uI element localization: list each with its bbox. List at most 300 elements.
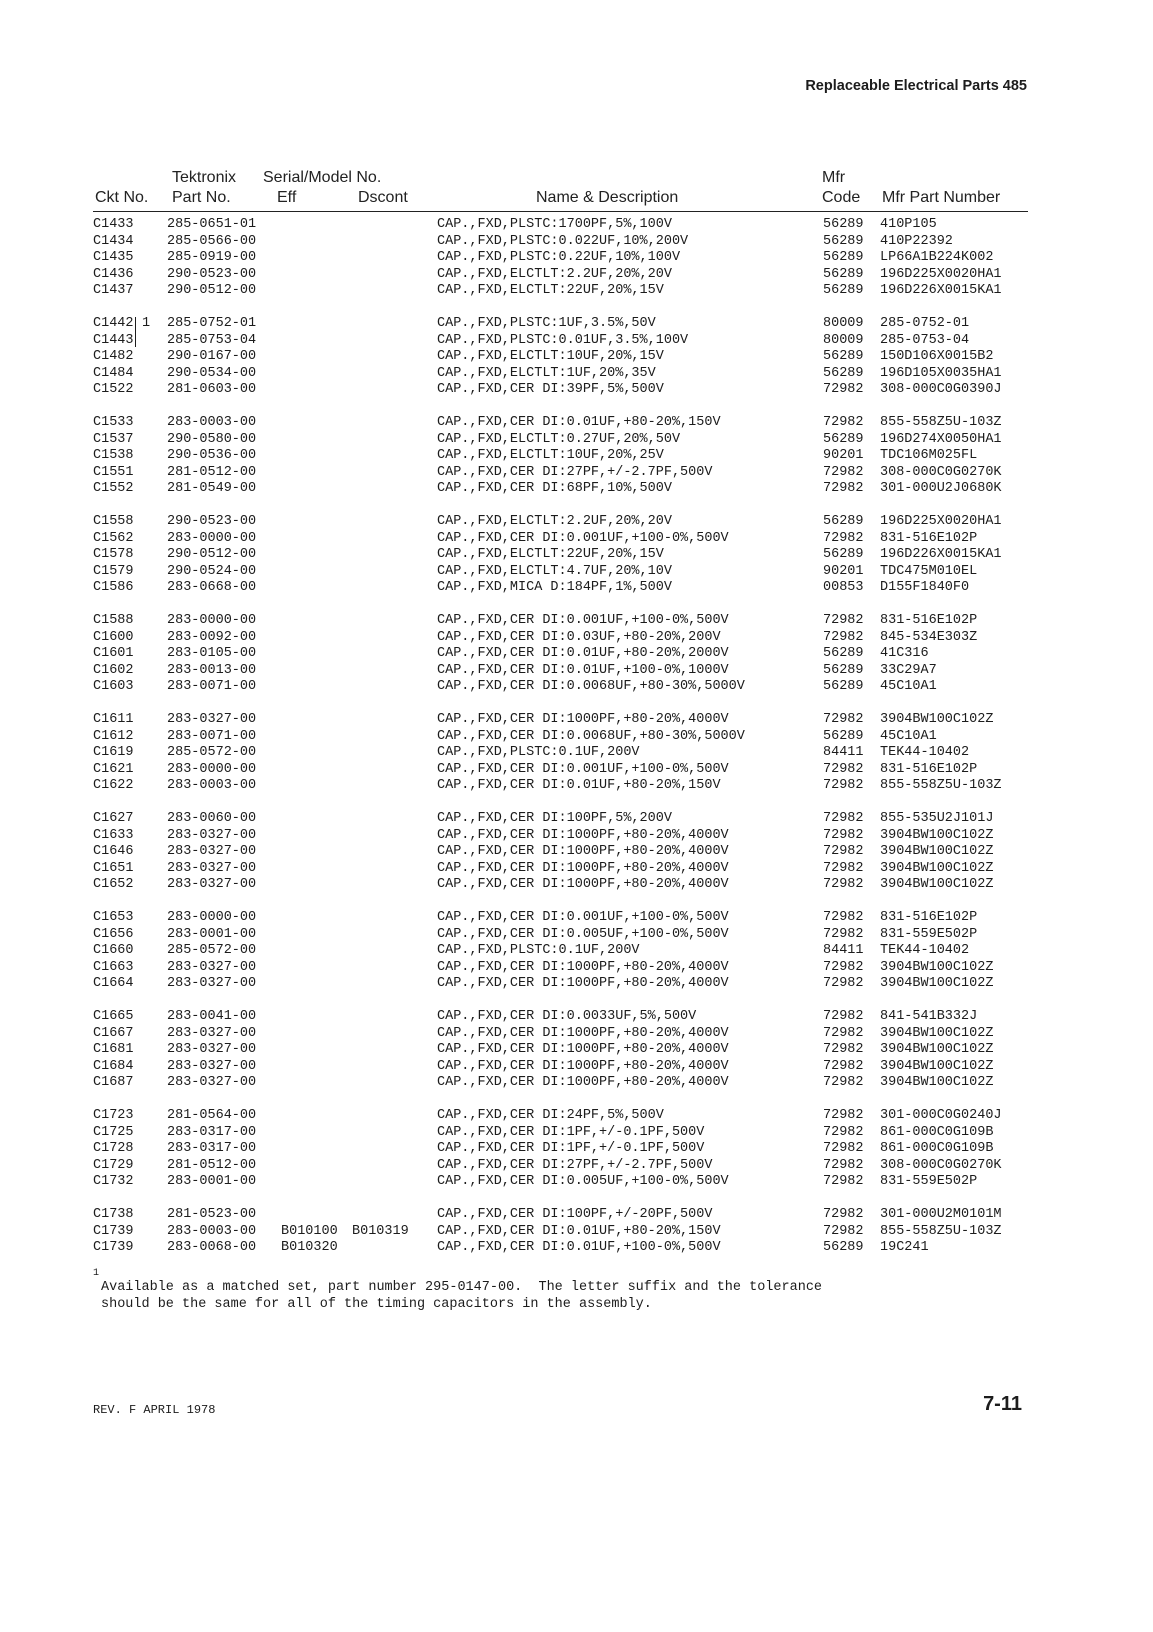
cell-mfr-pn: 150D106X0015B2 [880, 349, 994, 364]
cell-code: 56289 [823, 283, 864, 298]
table-row [0, 960, 1153, 976]
table-row [0, 580, 1153, 596]
cell-mfr-pn: 3904BW100C102Z [880, 1075, 994, 1090]
table-row [0, 465, 1153, 481]
cell-ckt: C1537 [93, 431, 134, 447]
page-header-title: Replaceable Electrical Parts 485 [805, 78, 1027, 94]
cell-part: 285-0566-00 [167, 233, 257, 249]
cell-code: 72982 [823, 1157, 864, 1173]
cell-ckt: C1551 [93, 464, 134, 480]
cell-desc: CAP.,FXD,CER DI:0.01UF,+80-20%,150V [437, 415, 721, 430]
cell-code: 72982 [823, 959, 864, 975]
cell-desc: CAP.,FXD,CER DI:100PF,5%,200V [437, 811, 672, 826]
cell-ckt: C1579 [93, 563, 134, 579]
cell-part: 290-0534-00 [167, 365, 257, 381]
table-row [0, 267, 1153, 283]
cell-part: 285-0753-04 [167, 332, 257, 348]
cell-desc: CAP.,FXD,CER DI:1000PF,+80-20%,4000V [437, 844, 729, 859]
table-row [0, 366, 1153, 382]
cell-part: 283-0327-00 [167, 1025, 257, 1041]
cell-mfr-pn: 196D225X0020HA1 [880, 514, 1002, 529]
cell-ckt: C1434 [93, 233, 134, 249]
cell-part: 283-0003-00 [167, 415, 257, 430]
cell-part: 283-0000-00 [167, 910, 257, 925]
table-row [0, 646, 1153, 662]
cell-code: 56289 [823, 547, 864, 562]
cell-part: 283-0060-00 [167, 811, 257, 826]
cell-desc: CAP.,FXD,CER DI:0.01UF,+80-20%,150V [437, 1223, 721, 1239]
cell-mfr-pn: 196D225X0020HA1 [880, 266, 1002, 282]
cell-ckt: C1586 [93, 580, 134, 595]
cell-mfr-pn: 3904BW100C102Z [880, 827, 994, 843]
cell-dscont: B010319 [352, 1223, 409, 1239]
cell-part: 283-0041-00 [167, 1009, 257, 1024]
cell-code: 90201 [823, 563, 864, 579]
cell-desc: CAP.,FXD,PLSTC:0.22UF,10%,100V [437, 250, 681, 265]
cell-ckt: C1723 [93, 1108, 134, 1123]
cell-mfr-pn: 3904BW100C102Z [880, 976, 994, 991]
col-header-mfr-part-number: Mfr Part Number [882, 189, 1001, 206]
cell-ckt: C1665 [93, 1009, 134, 1024]
cell-ckt: C1663 [93, 959, 134, 975]
table-row [0, 811, 1153, 827]
cell-desc: CAP.,FXD,CER DI:100PF,+/-20PF,500V [437, 1207, 713, 1222]
cell-code: 56289 [823, 662, 864, 678]
col-header-mfr: Mfr [822, 169, 846, 186]
cell-part: 283-0003-00 [167, 1223, 257, 1239]
cell-mfr-pn: 41C316 [880, 646, 929, 661]
cell-part: 283-0000-00 [167, 761, 257, 777]
cell-desc: CAP.,FXD,CER DI:39PF,5%,500V [437, 382, 664, 397]
table-row [0, 712, 1153, 728]
cell-part: 290-0167-00 [167, 349, 257, 364]
cell-mfr-pn: 3904BW100C102Z [880, 712, 994, 727]
cell-part: 283-0668-00 [167, 580, 257, 595]
cell-code: 72982 [823, 481, 864, 496]
cell-code: 56289 [823, 233, 864, 249]
cell-desc: CAP.,FXD,PLSTC:0.022UF,10%,200V [437, 233, 689, 249]
cell-ckt: C1725 [93, 1124, 134, 1140]
cell-ckt: C1482 [93, 349, 134, 364]
cell-code: 72982 [823, 1058, 864, 1074]
cell-desc: CAP.,FXD,CER DI:1000PF,+80-20%,4000V [437, 1042, 729, 1057]
cell-code: 72982 [823, 464, 864, 480]
cell-desc: CAP.,FXD,CER DI:1000PF,+80-20%,4000V [437, 712, 729, 727]
cell-ckt: C1562 [93, 530, 134, 546]
cell-desc: CAP.,FXD,CER DI:0.0068UF,+80-30%,5000V [437, 728, 745, 744]
cell-ckt: C1533 [93, 415, 134, 430]
cell-part: 283-0000-00 [167, 613, 257, 628]
cell-mfr-pn: 45C10A1 [880, 679, 937, 694]
col-header-part-no: Part No. [172, 189, 231, 206]
cell-part: 281-0564-00 [167, 1108, 257, 1123]
cell-part: 283-0092-00 [167, 629, 257, 645]
cell-ckt: C1437 [93, 283, 134, 298]
cell-ckt: C1538 [93, 448, 134, 463]
col-header-serial-model-no: Serial/Model No. [263, 169, 382, 186]
cell-desc: CAP.,FXD,CER DI:0.01UF,+80-20%,2000V [437, 646, 729, 661]
cell-ckt: C1684 [93, 1058, 134, 1074]
cell-mfr-pn: 3904BW100C102Z [880, 1025, 994, 1041]
cell-part: 283-0000-00 [167, 530, 257, 546]
col-header-dscont: Dscont [358, 189, 408, 206]
cell-part: 283-0327-00 [167, 959, 257, 975]
cell-ckt: C1601 [93, 646, 134, 661]
cell-ckt: C1602 [93, 662, 134, 678]
cell-code: 72982 [823, 1042, 864, 1057]
cell-eff: B010320 [281, 1240, 338, 1255]
cell-ckt: C1442 [93, 316, 134, 331]
col-header-code: Code [822, 189, 861, 206]
cell-part: 281-0603-00 [167, 382, 257, 397]
cell-desc: CAP.,FXD,PLSTC:1UF,3.5%,50V [437, 316, 656, 331]
table-row [0, 1108, 1153, 1124]
table-row [0, 1059, 1153, 1075]
cell-desc: CAP.,FXD,ELCTLT:22UF,20%,15V [437, 547, 664, 562]
cell-ckt: C1651 [93, 860, 134, 876]
table-row [0, 613, 1153, 629]
cell-code: 56289 [823, 1240, 864, 1255]
cell-desc: CAP.,FXD,CER DI:68PF,10%,500V [437, 481, 672, 496]
cell-desc: CAP.,FXD,ELCTLT:10UF,20%,25V [437, 448, 664, 463]
cell-ckt: C1436 [93, 266, 134, 282]
cell-code: 72982 [823, 910, 864, 925]
table-row [0, 250, 1153, 266]
table-row [0, 745, 1153, 761]
cell-part: 283-0327-00 [167, 860, 257, 876]
table-row [0, 910, 1153, 926]
cell-mfr-pn: TDC475M010EL [880, 563, 978, 579]
cell-part: 283-0327-00 [167, 1075, 257, 1090]
cell-part: 285-0572-00 [167, 943, 257, 958]
cell-mfr-pn: 308-000C0G0270K [880, 464, 1002, 480]
cell-desc: CAP.,FXD,PLSTC:0.1UF,200V [437, 745, 640, 760]
cell-part: 290-0512-00 [167, 547, 257, 562]
table-row [0, 481, 1153, 497]
cell-part: 281-0512-00 [167, 1157, 257, 1173]
cell-ckt: C1739 [93, 1240, 134, 1255]
cell-code: 72982 [823, 530, 864, 546]
cell-code: 56289 [823, 431, 864, 447]
cell-ckt: C1687 [93, 1075, 134, 1090]
cell-desc: CAP.,FXD,CER DI:1000PF,+80-20%,4000V [437, 976, 729, 991]
cell-code: 56289 [823, 514, 864, 529]
cell-part: 283-0327-00 [167, 1058, 257, 1074]
table-row [0, 1026, 1153, 1042]
cell-mfr-pn: 19C241 [880, 1240, 929, 1255]
cell-desc: CAP.,FXD,CER DI:24PF,5%,500V [437, 1108, 664, 1123]
table-row [0, 283, 1153, 299]
cell-mfr-pn: TEK44-10402 [880, 943, 970, 958]
cell-mfr-pn: 196D226X0015KA1 [880, 283, 1002, 298]
cell-code: 72982 [823, 1174, 864, 1189]
cell-code: 72982 [823, 1207, 864, 1222]
cell-mfr-pn: 831-516E102P [880, 613, 978, 628]
table-row [0, 316, 1153, 332]
cell-desc: CAP.,FXD,CER DI:1000PF,+80-20%,4000V [437, 860, 729, 876]
cell-desc: CAP.,FXD,CER DI:0.0033UF,5%,500V [437, 1009, 697, 1024]
cell-mfr-pn: 831-559E502P [880, 1174, 978, 1189]
cell-code: 72982 [823, 926, 864, 942]
cell-ckt: C1732 [93, 1174, 134, 1189]
cell-mfr-pn: 301-000U2M0101M [880, 1207, 1002, 1222]
cell-mfr-pn: 855-558Z5U-103Z [880, 778, 1002, 793]
cell-mfr-pn: 410P105 [880, 217, 937, 232]
cell-code: 80009 [823, 332, 864, 348]
cell-part: 283-0013-00 [167, 662, 257, 678]
cell-ckt: C1619 [93, 745, 134, 760]
cell-desc: CAP.,FXD,MICA D:184PF,1%,500V [437, 580, 672, 595]
cell-desc: CAP.,FXD,CER DI:0.001UF,+100-0%,500V [437, 761, 729, 777]
footnote-marker: 1 [93, 1268, 100, 1279]
cell-mfr-pn: 196D226X0015KA1 [880, 547, 1002, 562]
cell-desc: CAP.,FXD,CER DI:1000PF,+80-20%,4000V [437, 827, 729, 843]
table-row [0, 382, 1153, 398]
cell-code: 72982 [823, 1223, 864, 1239]
cell-ckt: C1729 [93, 1157, 134, 1173]
cell-ckt: C1652 [93, 877, 134, 892]
cell-ckt: C1621 [93, 761, 134, 777]
cell-desc: CAP.,FXD,CER DI:0.01UF,+80-20%,150V [437, 778, 721, 793]
cell-mfr-pn: 3904BW100C102Z [880, 959, 994, 975]
cell-desc: CAP.,FXD,CER DI:1000PF,+80-20%,4000V [437, 1025, 729, 1041]
cell-code: 72982 [823, 1009, 864, 1024]
cell-desc: CAP.,FXD,ELCTLT:2.2UF,20%,20V [437, 514, 672, 529]
cell-part: 281-0523-00 [167, 1207, 257, 1222]
table-row [0, 1075, 1153, 1091]
cell-mfr-pn: 410P22392 [880, 233, 953, 249]
cell-code: 72982 [823, 712, 864, 727]
table-row [0, 877, 1153, 893]
cell-ckt: C1484 [93, 365, 134, 381]
cell-part: 283-0327-00 [167, 712, 257, 727]
cell-mfr-pn: 45C10A1 [880, 728, 937, 744]
cell-part: 285-0651-01 [167, 217, 257, 232]
cell-ckt: C1653 [93, 910, 134, 925]
cell-ckt: C1603 [93, 679, 134, 694]
cell-part: 290-0512-00 [167, 283, 257, 298]
cell-ckt: C1552 [93, 481, 134, 496]
col-header-ckt-no: Ckt No. [95, 189, 149, 206]
cell-code: 56289 [823, 728, 864, 744]
table-row [0, 828, 1153, 844]
cell-desc: CAP.,FXD,ELCTLT:1UF,20%,35V [437, 365, 656, 381]
cell-desc: CAP.,FXD,CER DI:27PF,+/-2.7PF,500V [437, 1157, 713, 1173]
cell-mfr-pn: 33C29A7 [880, 662, 937, 678]
cell-code: 56289 [823, 217, 864, 232]
cell-code: 72982 [823, 778, 864, 793]
cell-part: 281-0512-00 [167, 464, 257, 480]
cell-mfr-pn: 831-559E502P [880, 926, 978, 942]
cell-part: 283-0001-00 [167, 1174, 257, 1189]
cell-part: 290-0524-00 [167, 563, 257, 579]
cell-code: 72982 [823, 1124, 864, 1140]
cell-code: 72982 [823, 613, 864, 628]
cell-desc: CAP.,FXD,CER DI:1PF,+/-0.1PF,500V [437, 1124, 705, 1140]
cell-code: 56289 [823, 250, 864, 265]
cell-ckt: C1522 [93, 382, 134, 397]
cell-ckt: C1433 [93, 217, 134, 232]
cell-desc: CAP.,FXD,ELCTLT:2.2UF,20%,20V [437, 266, 672, 282]
cell-part: 290-0523-00 [167, 514, 257, 529]
cell-desc: CAP.,FXD,CER DI:0.005UF,+100-0%,500V [437, 926, 729, 942]
cell-mfr-pn: 841-541B332J [880, 1009, 978, 1024]
cell-mfr-pn: LP66A1B224K002 [880, 250, 994, 265]
cell-mfr-pn: 301-000C0G0240J [880, 1108, 1002, 1123]
cell-mfr-pn: 196D105X0035HA1 [880, 365, 1002, 381]
table-row [0, 1009, 1153, 1025]
cell-ckt: C1435 [93, 250, 134, 265]
cell-mfr-pn: D155F1840F0 [880, 580, 970, 595]
cell-part: 283-0327-00 [167, 1042, 257, 1057]
table-row [0, 1042, 1153, 1058]
cell-ckt: C1664 [93, 976, 134, 991]
cell-part: 285-0919-00 [167, 250, 257, 265]
cell-mfr-pn: 308-000C0G0390J [880, 382, 1002, 397]
table-row [0, 531, 1153, 547]
cell-mfr-pn: 845-534E303Z [880, 629, 978, 645]
cell-code: 90201 [823, 448, 864, 463]
cell-mfr-pn: 3904BW100C102Z [880, 844, 994, 859]
table-row [0, 333, 1153, 349]
cell-mfr-pn: 855-535U2J101J [880, 811, 994, 826]
cell-mfr-pn: 3904BW100C102Z [880, 1058, 994, 1074]
table-row [0, 861, 1153, 877]
cell-code: 56289 [823, 365, 864, 381]
cell-ckt: C1646 [93, 844, 134, 859]
cell-part: 283-0327-00 [167, 844, 257, 859]
table-row [0, 234, 1153, 250]
cell-code: 72982 [823, 629, 864, 645]
cell-code: 72982 [823, 382, 864, 397]
footnote-line: should be the same for all of the timing capacitors in the assembly. [101, 1297, 652, 1312]
cell-ckt: C1738 [93, 1207, 134, 1222]
cell-ckt: C1739 [93, 1223, 134, 1239]
cell-mfr-pn: 831-516E102P [880, 910, 978, 925]
cell-desc: CAP.,FXD,CER DI:1000PF,+80-20%,4000V [437, 877, 729, 892]
table-row [0, 630, 1153, 646]
cell-part: 290-0580-00 [167, 431, 257, 447]
table-row [0, 778, 1153, 794]
cell-desc: CAP.,FXD,CER DI:0.03UF,+80-20%,200V [437, 629, 721, 645]
cell-ckt: C1622 [93, 778, 134, 793]
cell-code: 72982 [823, 844, 864, 859]
cell-ckt: C1667 [93, 1025, 134, 1041]
cell-mfr-pn: 3904BW100C102Z [880, 877, 994, 892]
cell-eff: B010100 [281, 1223, 338, 1239]
table-row [0, 943, 1153, 959]
cell-part: 290-0523-00 [167, 266, 257, 282]
cell-desc: CAP.,FXD,CER DI:1000PF,+80-20%,4000V [437, 959, 729, 975]
col-header-tektronix: Tektronix [172, 169, 237, 186]
cell-desc: CAP.,FXD,CER DI:0.001UF,+100-0%,500V [437, 530, 729, 546]
cell-part: 283-0317-00 [167, 1124, 257, 1140]
cell-mfr-pn: 308-000C0G0270K [880, 1157, 1002, 1173]
cell-desc: CAP.,FXD,PLSTC:1700PF,5%,100V [437, 217, 672, 232]
cell-ckt: C1681 [93, 1042, 134, 1057]
table-row [0, 976, 1153, 992]
cell-mfr-pn: 285-0753-04 [880, 332, 970, 348]
cell-mfr-pn: 196D274X0050HA1 [880, 431, 1002, 447]
cell-ckt: C1612 [93, 728, 134, 744]
cell-mfr-pn: 861-000C0G109B [880, 1141, 994, 1156]
cell-mfr-pn: TDC106M025FL [880, 448, 978, 463]
table-row [0, 1174, 1153, 1190]
cell-part: 283-0003-00 [167, 778, 257, 793]
cell-mfr-pn: 301-000U2J0680K [880, 481, 1002, 496]
table-row [0, 679, 1153, 695]
cell-ckt: C1611 [93, 712, 134, 727]
cell-part: 290-0536-00 [167, 448, 257, 463]
cell-desc: CAP.,FXD,CER DI:1000PF,+80-20%,4000V [437, 1075, 729, 1090]
cell-code: 72982 [823, 1075, 864, 1090]
cell-ckt: C1660 [93, 943, 134, 958]
cell-part: 283-0327-00 [167, 976, 257, 991]
cell-desc: CAP.,FXD,CER DI:0.001UF,+100-0%,500V [437, 910, 729, 925]
cell-desc: CAP.,FXD,ELCTLT:22UF,20%,15V [437, 283, 664, 298]
footnote-line: Available as a matched set, part number 295-0147-00. The letter suffix and the tolerance [101, 1280, 823, 1295]
col-header-eff: Eff [277, 189, 297, 206]
cell-code: 72982 [823, 761, 864, 777]
revision-label: REV. F APRIL 1978 [93, 1403, 216, 1417]
table-row [0, 1158, 1153, 1174]
cell-code: 72982 [823, 877, 864, 892]
table-row [0, 729, 1153, 745]
table-row [0, 1240, 1153, 1256]
cell-ckt: C1443 [93, 332, 134, 348]
cell-desc: CAP.,FXD,CER DI:0.01UF,+100-0%,500V [437, 1240, 721, 1255]
cell-desc: CAP.,FXD,PLSTC:0.01UF,3.5%,100V [437, 332, 689, 348]
cell-mfr-pn: 855-558Z5U-103Z [880, 1223, 1002, 1239]
cell-part: 283-0317-00 [167, 1141, 257, 1156]
table-row [0, 762, 1153, 778]
cell-mfr-pn: 3904BW100C102Z [880, 1042, 994, 1057]
cell-desc: CAP.,FXD,CER DI:27PF,+/-2.7PF,500V [437, 464, 713, 480]
table-row [0, 844, 1153, 860]
cell-desc: CAP.,FXD,ELCTLT:4.7UF,20%,10V [437, 563, 672, 579]
cell-code: 56289 [823, 349, 864, 364]
cell-code: 72982 [823, 415, 864, 430]
cell-mfr-pn: 3904BW100C102Z [880, 860, 994, 876]
table-row [0, 927, 1153, 943]
cell-code: 72982 [823, 811, 864, 826]
col-header-name-description: Name & Description [536, 189, 679, 206]
cell-part: 283-0327-00 [167, 877, 257, 892]
cell-code: 72982 [823, 1025, 864, 1041]
cell-mfr-pn: 285-0752-01 [880, 316, 970, 331]
cell-code: 84411 [823, 943, 864, 958]
cell-desc: CAP.,FXD,ELCTLT:10UF,20%,15V [437, 349, 664, 364]
cell-desc: CAP.,FXD,CER DI:0.01UF,+100-0%,1000V [437, 662, 729, 678]
footnote-ref-marker: 1 [142, 316, 151, 331]
cell-ckt: C1558 [93, 514, 134, 529]
cell-ckt: C1627 [93, 811, 134, 826]
cell-part: 283-0001-00 [167, 926, 257, 942]
cell-mfr-pn: 831-516E102P [880, 530, 978, 546]
table-row [0, 432, 1153, 448]
cell-mfr-pn: 831-516E102P [880, 761, 978, 777]
cell-code: 72982 [823, 976, 864, 991]
table-row [0, 564, 1153, 580]
cell-code: 72982 [823, 1108, 864, 1123]
table-row [0, 547, 1153, 563]
cell-mfr-pn: 861-000C0G109B [880, 1124, 994, 1140]
page-number: 7-11 [983, 1393, 1022, 1415]
cell-part: 285-0572-00 [167, 745, 257, 760]
cell-desc: CAP.,FXD,CER DI:1000PF,+80-20%,4000V [437, 1058, 729, 1074]
cell-ckt: C1728 [93, 1141, 134, 1156]
cell-part: 283-0327-00 [167, 827, 257, 843]
